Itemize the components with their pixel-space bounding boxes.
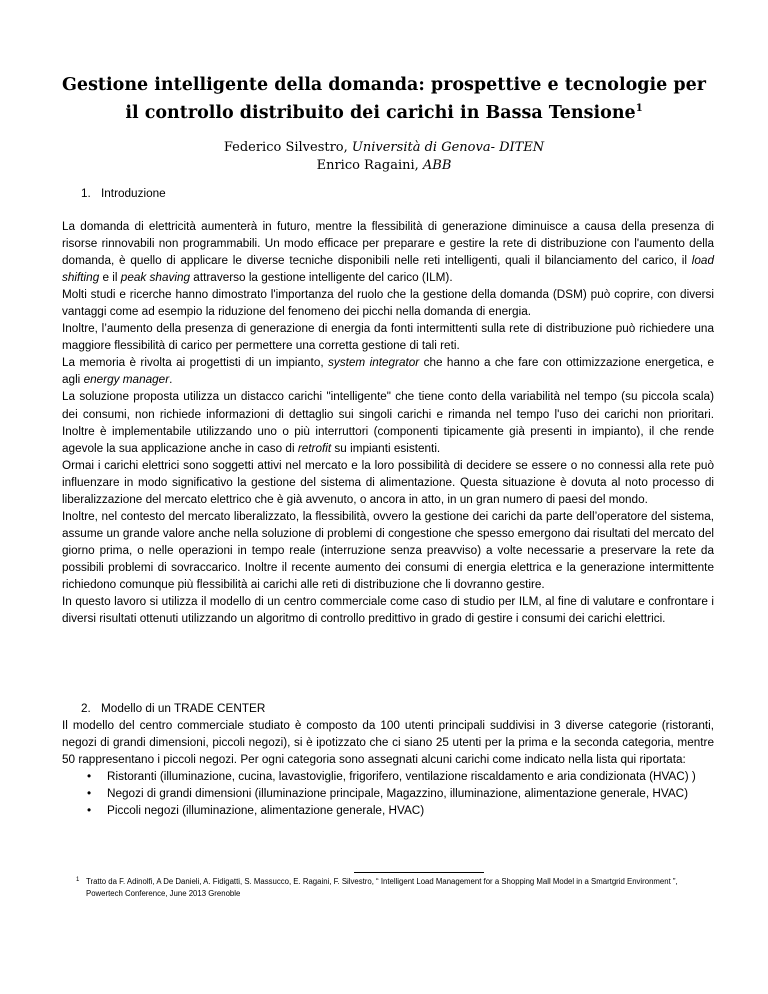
footnote-separator [354,872,484,873]
footnote-text: Tratto da F. Adinolfi, A De Danieli, A. Fidigatti, S. Massucco, E. Ragaini, F. Silvestro, “ Intelligent Load Management for a Shopping Mall Model in a Smartgrid Environment ”, Powertech Conference, June 2013 Grenoble [86,877,678,898]
author-name: Enrico Ragaini, [316,158,423,173]
paragraph [62,388,714,456]
bullet-list [62,768,714,819]
emphasis-text: energy manager [83,373,170,387]
paragraph: Inoltre, l’aumento della presenza di generazione di energia da fonti intermittenti sulla rete di distribuzione può richiedere una maggiore flessibilità di carico per permettere una corretta gestione di tali reti. [62,322,714,353]
paragraph [62,218,714,286]
document-title [60,74,708,125]
title-text: Gestione intelligente della domanda: prospettive e tecnologie per il controllo distribuito dei carichi in Bassa Tensione [61,75,706,123]
paragraph-text: che hanno a che fare con ottimizzazione energetica, e agli [62,356,714,387]
paragraph: In questo lavoro si utilizza il modello di un centro commerciale come caso di studio per ILM, al fine di valutare e confrontare i diversi risultati ottenuti utilizzando un algoritmo di controllo predittivo in grado di gestire i consumi dei carichi elettrici. [62,595,714,626]
title-footnote-ref: 1 [635,103,643,114]
list-item [62,768,714,785]
section-number: 2. [81,702,91,715]
section-heading-2 [81,700,265,717]
paragraph-text: La soluzione proposta utilizza un distacco carichi "intelligente" che tiene conto della variabilità nel tempo (su piccola scala) dei consumi, non richiede informazioni di dettaglio sui singoli carichi e rimanda nel tempo l'uso dei carichi non prioritari. Inoltre è implementabile utilizzando uno o più interruttori (componenti tipicamente già presenti in impianto), il che rende agevole la sua applicazione anche in caso di [62,390,714,455]
bullet-icon: • [87,787,92,801]
section-title: Introduzione [101,187,166,200]
emphasis-text: system integrator [328,356,420,370]
paragraph-text: attraverso la gestione intelligente del carico (ILM). [190,271,453,285]
section-body-1 [62,218,714,627]
list-item [62,785,714,802]
author-name: Federico Silvestro, [223,140,352,155]
author-block [100,139,668,175]
emphasis-text: retrofit [297,441,332,455]
bullet-icon: • [87,770,92,784]
paragraph: Ormai i carichi elettrici sono soggetti attivi nel mercato e la loro possibilità di decidere se essere o no connessi alla rete può influenzare in modo significativo la gestione del sistema di alimentazione. Questa situazione è dovuta al noto processo di liberalizzazione del mercato elettrico che è già avvenuto, o ancora in atto, in un gran numero di paesi del mondo. [62,458,714,506]
author-affiliation: Università di Genova- DITEN [351,140,545,155]
section-heading-1 [81,185,166,202]
footnote [76,876,716,900]
paragraph-text: La memoria è rivolta ai progettisti di un impianto, [62,356,328,370]
paragraph [62,354,714,388]
author-affiliation: ABB [422,158,452,173]
list-item-text: Negozi di grandi dimensioni (illuminazione principale, Magazzino, illuminazione, alimentazione generale, HVAC) [107,787,689,801]
section-title: Modello di un TRADE CENTER [101,702,266,715]
emphasis-text: peak shaving [120,271,191,285]
bullet-icon: • [87,804,92,818]
paragraph: Inoltre, nel contesto del mercato liberalizzato, la flessibilità, ovvero la gestione dei carichi da parte dell’operatore del sistema, assume un grande valore anche nella soluzione di problemi di congestione che spesso emergono dai risultati del mercato del giorno prima, o nelle operazioni in tempo reale (interruzione senza preavviso) a volte necessarie a preservare la rete da possibili problemi di sovraccarico. Inoltre il recente aumento dei consumi di energia elettrica e la generazione intermittente richiedono comunque più flessibilità ai carichi alle reti di distribuzione che li dovranno gestire. [62,509,714,591]
list-item [62,802,714,819]
paragraph-text: e il [99,271,121,285]
section-body-2 [62,717,714,819]
author-line-2 [100,157,668,175]
paragraph: Il modello del centro commerciale studiato è composto da 100 utenti principali suddivisi in 3 diverse categorie (ristoranti, negozi di grandi dimensioni, piccoli negozi), si è ipotizzato che ci siano 25 utenti per la prima e la seconda categoria, mentre 50 rappresentano i piccoli negozi. Per ogni categoria sono assegnati alcuni carichi come indicato nella lista qui riportata: [62,719,714,767]
paragraph-text: La domanda di elettricità aumenterà in futuro, mentre la flessibilità di generazione diminuisce a causa della presenza di risorse rinnovabili non programmabili. Un modo efficace per preparare e gestire la rete di distribuzione con l'aumento della domanda, è quello di applicare le diverse tecniche disponibili nelle reti intelligenti, quali il bilanciamento del carico, il [62,220,714,268]
section-number: 1. [81,187,91,200]
paragraph-text: su impianti esistenti. [331,441,441,455]
footnote-mark: 1 [76,877,80,883]
list-item-text: Ristoranti (illuminazione, cucina, lavastoviglie, frigorifero, ventilazione riscaldamento e aria condizionata (HVAC) ) [107,770,696,784]
paragraph-text: . [169,373,173,387]
author-line-1 [100,139,668,157]
list-item-text: Piccoli negozi (illuminazione, alimentazione generale, HVAC) [107,804,425,818]
paragraph: Molti studi e ricerche hanno dimostrato l'importanza del ruolo che la gestione della domanda (DSM) può coprire, con diversi vantaggi come ad esempio la riduzione del fenomeno dei picchi nella domanda di energia. [62,288,714,319]
emphasis-text: load shifting [62,254,714,285]
